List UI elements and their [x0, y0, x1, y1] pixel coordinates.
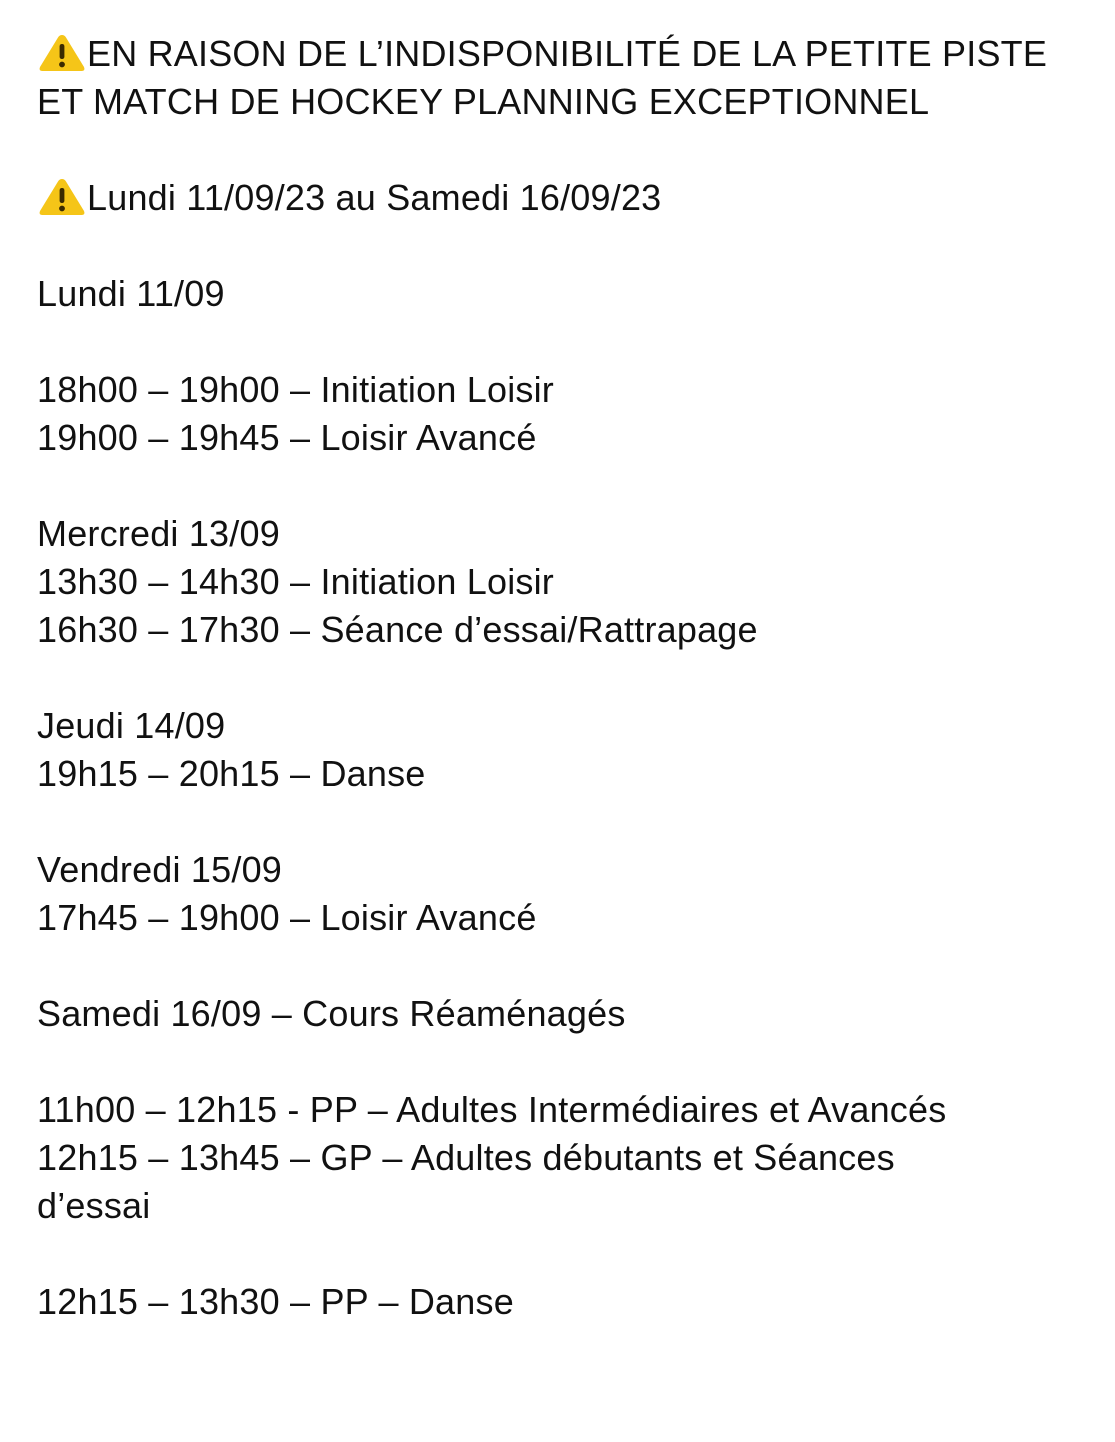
spacer — [37, 1230, 1097, 1278]
session-line: 13h30 – 14h30 – Initiation Loisir — [37, 561, 554, 602]
spacer — [37, 222, 1097, 270]
session-line: 12h15 – 13h30 – PP – Danse — [37, 1281, 514, 1322]
day-title-monday: Lundi 11/09 — [37, 273, 225, 314]
day-title-saturday: Samedi 16/09 – Cours Réaménagés — [37, 993, 626, 1034]
header-line-1 — [37, 30, 1097, 78]
spacer — [37, 462, 1097, 510]
session-line: 16h30 – 17h30 – Séance d’essai/Rattrapage — [37, 609, 758, 650]
day-title-wednesday: Mercredi 13/09 — [37, 513, 280, 554]
spacer — [37, 1038, 1097, 1086]
period-text: Lundi 11/09/23 au Samedi 16/09/23 — [87, 177, 662, 218]
day-title-friday: Vendredi 15/09 — [37, 849, 283, 890]
session-line: 12h15 – 13h45 – GP – Adultes débutants et Séances d’essai — [37, 1137, 895, 1226]
session-line: 19h15 – 20h15 – Danse — [37, 753, 426, 794]
note-body[interactable] — [37, 30, 1097, 1326]
spacer — [37, 126, 1097, 174]
session-line: 18h00 – 19h00 – Initiation Loisir — [37, 369, 554, 410]
header-line-1-text: EN RAISON DE L’INDISPONIBILITÉ DE LA PETITE PISTE — [87, 33, 1048, 74]
session-line: 11h00 – 12h15 - PP – Adultes Intermédiaires et Avancés — [37, 1089, 947, 1130]
session-line: 17h45 – 19h00 – Loisir Avancé — [37, 897, 537, 938]
warning-triangle-icon — [37, 177, 87, 217]
spacer — [37, 798, 1097, 846]
header-line-2: ET MATCH DE HOCKEY PLANNING EXCEPTIONNEL — [37, 81, 930, 122]
day-title-thursday: Jeudi 14/09 — [37, 705, 226, 746]
spacer — [37, 654, 1097, 702]
session-line: 19h00 – 19h45 – Loisir Avancé — [37, 417, 537, 458]
spacer — [37, 942, 1097, 990]
warning-triangle-icon — [37, 33, 87, 73]
spacer — [37, 318, 1097, 366]
period-line — [37, 174, 1097, 222]
